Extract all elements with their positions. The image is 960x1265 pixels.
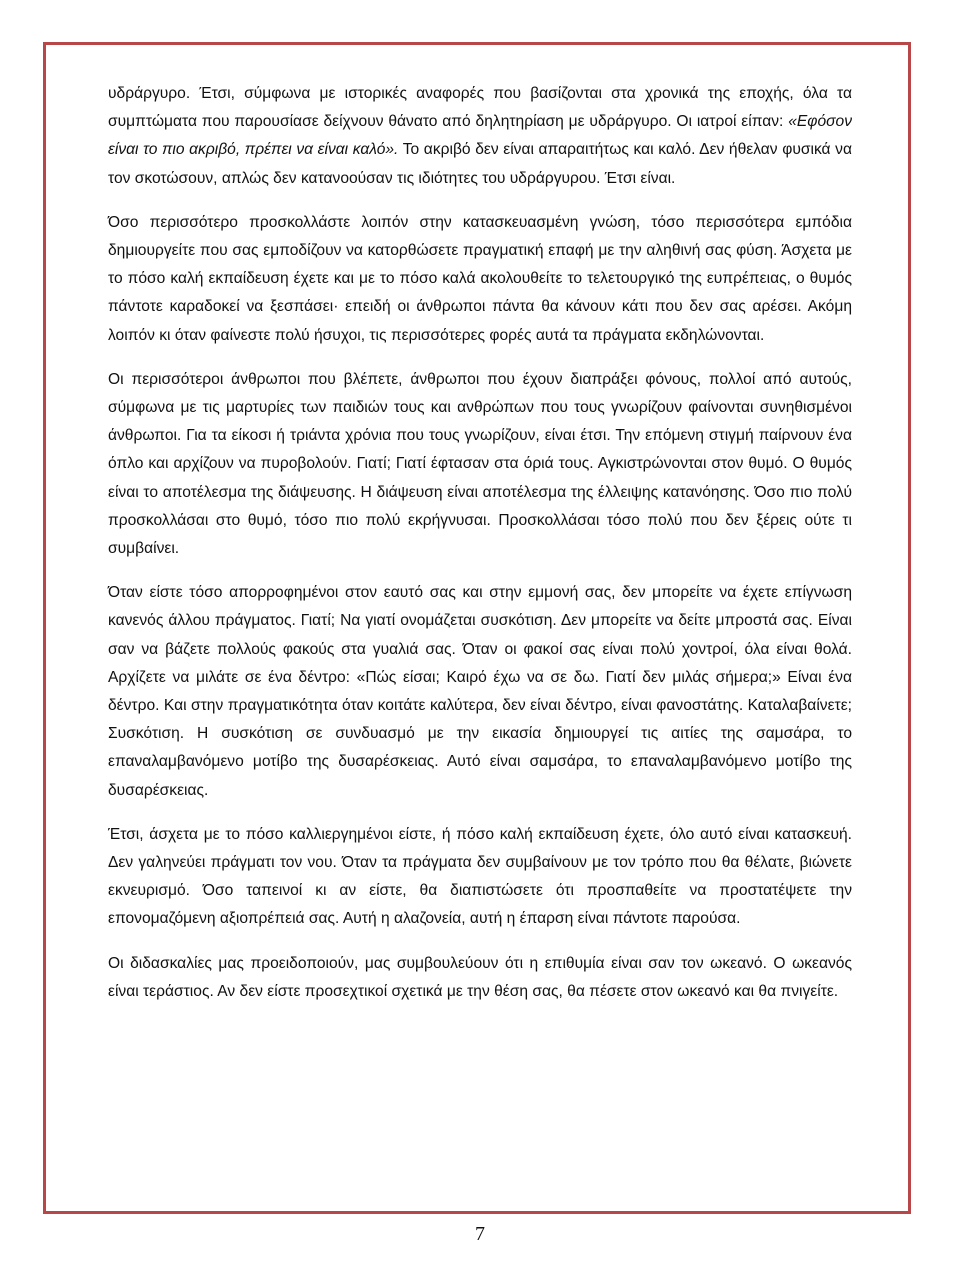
document-body (108, 80, 852, 1022)
page-number: 7 (475, 1223, 485, 1245)
paragraph-1-lead: υδράργυρο. Έτσι, σύμφωνα με ιστορικές αναφορές που βασίζονται στα χρονικά της εποχής, όλα τα συμπτώματα που παρουσίασε δείχνουν θάνατο από δηλητηρίαση με υδράργυρο. Οι ιατροί είπαν: (108, 85, 852, 131)
paragraph-5: Έτσι, άσχετα με το πόσο καλλιεργημένοι είστε, ή πόσο καλή εκπαίδευση έχετε, όλο αυτό είναι κατασκευή. Δεν γαληνεύει πράγματι τον νου. Όταν τα πράγματα δεν συμβαίνουν με τον τρόπο που θα θέλατε, βιώνετε εκνευρισμό. Όσο ταπεινοί κι αν είστε, θα διαπιστώσετε ότι προσπαθείτε να προστατέψετε την επονομαζόμενη αξιοπρέπειά σας. Αυτή η αλαζονεία, αυτή η έπαρση είναι πάντοτε παρούσα. (108, 825, 852, 928)
paragraph-1-quote: «Εφόσον είναι το πιο ακριβό, πρέπει να είναι καλό». (108, 113, 852, 159)
paragraph-2: Όσο περισσότερο προσκολλάστε λοιπόν στην κατασκευασμένη γνώση, τόσο περισσότερα εμπόδια δημιουργείτε που σας εμποδίζουν να κατορθώσετε πραγματική επαφή με την αληθινή σας φύση. Άσχετα με το πόσο καλή εκπαίδευση έχετε και με το πόσο καλά ακολουθείτε το τελετουργικό της ευπρέπειας, ο θυμός πάντοτε καραδοκεί να ξεσπάσει· επειδή οι άνθρωποι πάντα θα κάνουν κάτι που δεν σας αρέσει. Ακόμη λοιπόν κι όταν φαίνεστε πολύ ήσυχοι, τις περισσότερες φορές αυτά τα πράγματα εκδηλώνονται. (108, 213, 852, 344)
paragraph-1 (108, 80, 852, 193)
paragraph-3: Οι περισσότεροι άνθρωποι που βλέπετε, άνθρωποι που έχουν διαπράξει φόνους, πολλοί από αυτούς, σύμφωνα με τις μαρτυρίες των παιδιών τους και ανθρώπων που τους γνωρίζουν φαίνονται συνηθισμένοι άνθρωποι. Για τα είκοσι ή τριάντα χρόνια που τους γνωρίζουν, είναι έτσι. Την επόμενη στιγμή παίρνουν ένα όπλο και αρχίζουν να πυροβολούν. Γιατί; Γιατί έφτασαν στα όριά τους. Αγκιστρώνονται στον θυμό. Ο θυμός είναι το αποτέλεσμα της διάψευσης. Η διάψευση είναι αποτέλεσμα της έλλειψης κατανόησης. Όσο πιο πολύ προσκολλάσαι στο θυμό, τόσο πιο πολύ εκρήγνυσαι. Προσκολλάσαι τόσο πολύ που δεν ξέρεις ούτε τι συμβαίνει. (108, 370, 852, 558)
paragraph-1-tail: Το ακριβό δεν είναι απαραιτήτως και καλό. Δεν ήθελαν φυσικά να τον σκοτώσουν, απλώς δεν κατανοούσαν τις ιδιότητες του υδράργυρου. Έτσι είναι. (108, 141, 852, 187)
paragraph-4: Όταν είστε τόσο απορροφημένοι στον εαυτό σας και στην εμμονή σας, δεν μπορείτε να έχετε επίγνωση κανενός άλλου πράγματος. Γιατί; Να γιατί ονομάζεται συσκότιση. Δεν μπορείτε να δείτε μπροστά σας. Είναι σαν να βάζετε πολλούς φακούς στα γυαλιά σας. Όταν οι φακοί σας είναι πολύ χοντροί, όλα είναι θολά. Αρχίζετε να μιλάτε σε ένα δέντρο: «Πώς είσαι; Καιρό έχω να σε δω. Γιατί δεν μιλάς σήμερα;» Είναι ένα δέντρο. Και στην πραγματικότητα όταν κοιτάτε καλύτερα, δεν είναι δέντρο, είναι φανοστάτης. Καταλαβαίνετε; Συσκότιση. Η συσκότιση σε συνδυασμό με την εικασία δημιουργεί τις αιτίες της σαμσάρα, το επαναλαμβανόμενο μοτίβο της δυσαρέσκειας. Αυτό είναι σαμσάρα, το επαναλαμβανόμενο μοτίβο της δυσαρέσκειας. (108, 584, 852, 799)
paragraph-6: Οι διδασκαλίες μας προειδοποιούν, μας συμβουλεύουν ότι η επιθυμία είναι σαν τον ωκεανό. Ο ωκεανός είναι τεράστιος. Αν δεν είστε προσεχτικοί σχετικά με την θέση σας, θα πέσετε στον ωκεανό και θα πνιγείτε. (108, 954, 852, 1000)
